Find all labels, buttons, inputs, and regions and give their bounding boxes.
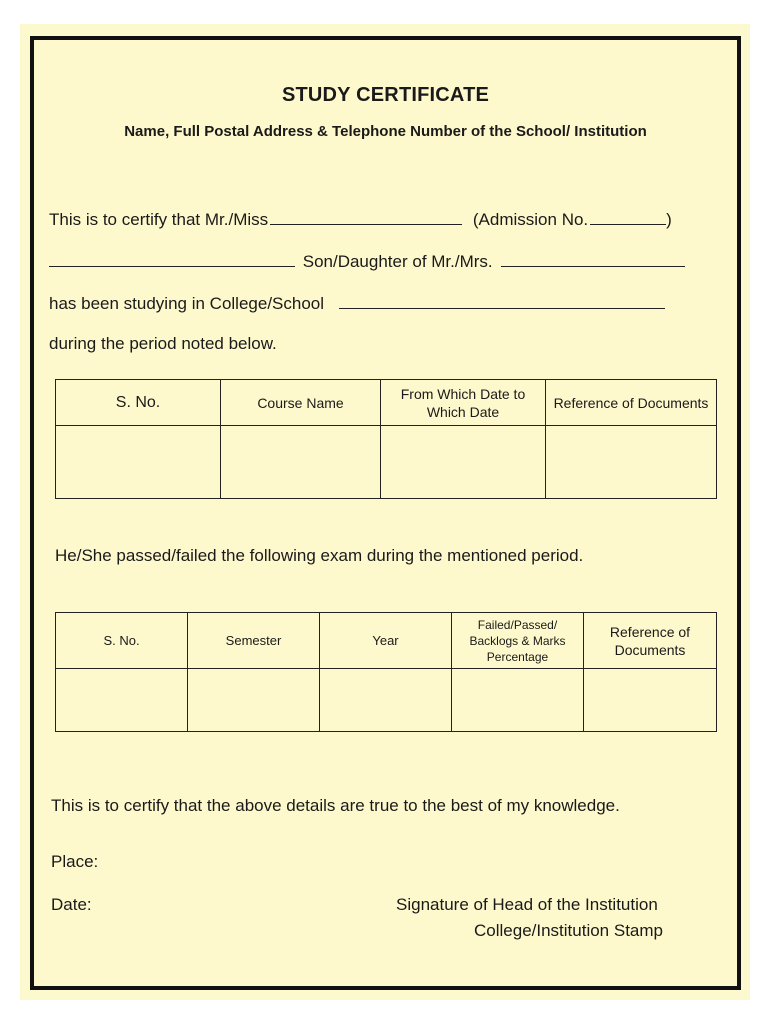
exam-table <box>55 612 717 732</box>
certificate-title: STUDY CERTIFICATE <box>281 84 490 106</box>
institution-subtitle: Name, Full Postal Address & Telephone Number of the School/ Institution <box>124 123 647 140</box>
course-table <box>55 379 717 499</box>
certify-line-2 <box>49 250 685 272</box>
table-cell[interactable] <box>221 426 381 499</box>
table-cell[interactable] <box>381 426 546 499</box>
son-daughter-label: Son/Daughter of Mr./Mrs. <box>302 252 493 271</box>
header-result: Failed/Passed/ Backlogs & Marks Percentage <box>452 613 584 669</box>
header-course-name: Course Name <box>221 380 381 426</box>
header-sno: S. No. <box>56 613 188 669</box>
certify-line-1 <box>49 208 672 230</box>
table-cell[interactable] <box>320 669 452 732</box>
student-name-continued-blank[interactable] <box>49 250 295 267</box>
period-line: during the period noted below. <box>49 334 277 353</box>
admission-open: (Admission No. <box>472 210 589 229</box>
date-label: Date: <box>51 895 92 914</box>
certify-prefix: This is to certify that Mr./Miss <box>49 210 269 229</box>
declaration-text: This is to certify that the above details are true to the best of my knowledge. <box>51 796 620 815</box>
admission-close: ) <box>666 210 672 229</box>
table-cell[interactable] <box>452 669 584 732</box>
table-cell[interactable] <box>546 426 717 499</box>
course-table-header <box>56 380 717 426</box>
certify-line-3 <box>49 292 665 314</box>
table-cell[interactable] <box>188 669 320 732</box>
admission-number-blank[interactable] <box>590 208 666 225</box>
place-label: Place: <box>51 852 99 871</box>
signature-label: Signature of Head of the Institution <box>396 895 658 914</box>
header-sno: S. No. <box>56 380 221 426</box>
certificate-frame <box>30 36 741 990</box>
stamp-label: College/Institution Stamp <box>474 921 663 940</box>
student-name-blank[interactable] <box>270 208 462 225</box>
table-cell[interactable] <box>56 669 188 732</box>
header-reference-docs: Reference of Documents <box>546 380 717 426</box>
table-row <box>56 426 717 499</box>
parent-name-blank[interactable] <box>501 250 685 267</box>
studying-label: has been studying in College/School <box>49 294 325 313</box>
header-year: Year <box>320 613 452 669</box>
header-reference-docs: Reference of Documents <box>584 613 717 669</box>
school-name-blank[interactable] <box>339 292 665 309</box>
header-date-range: From Which Date to Which Date <box>381 380 546 426</box>
table-row <box>56 669 717 732</box>
table-cell[interactable] <box>584 669 717 732</box>
exam-statement: He/She passed/failed the following exam during the mentioned period. <box>55 546 584 565</box>
header-semester: Semester <box>188 613 320 669</box>
table-cell[interactable] <box>56 426 221 499</box>
exam-table-header <box>56 613 717 669</box>
